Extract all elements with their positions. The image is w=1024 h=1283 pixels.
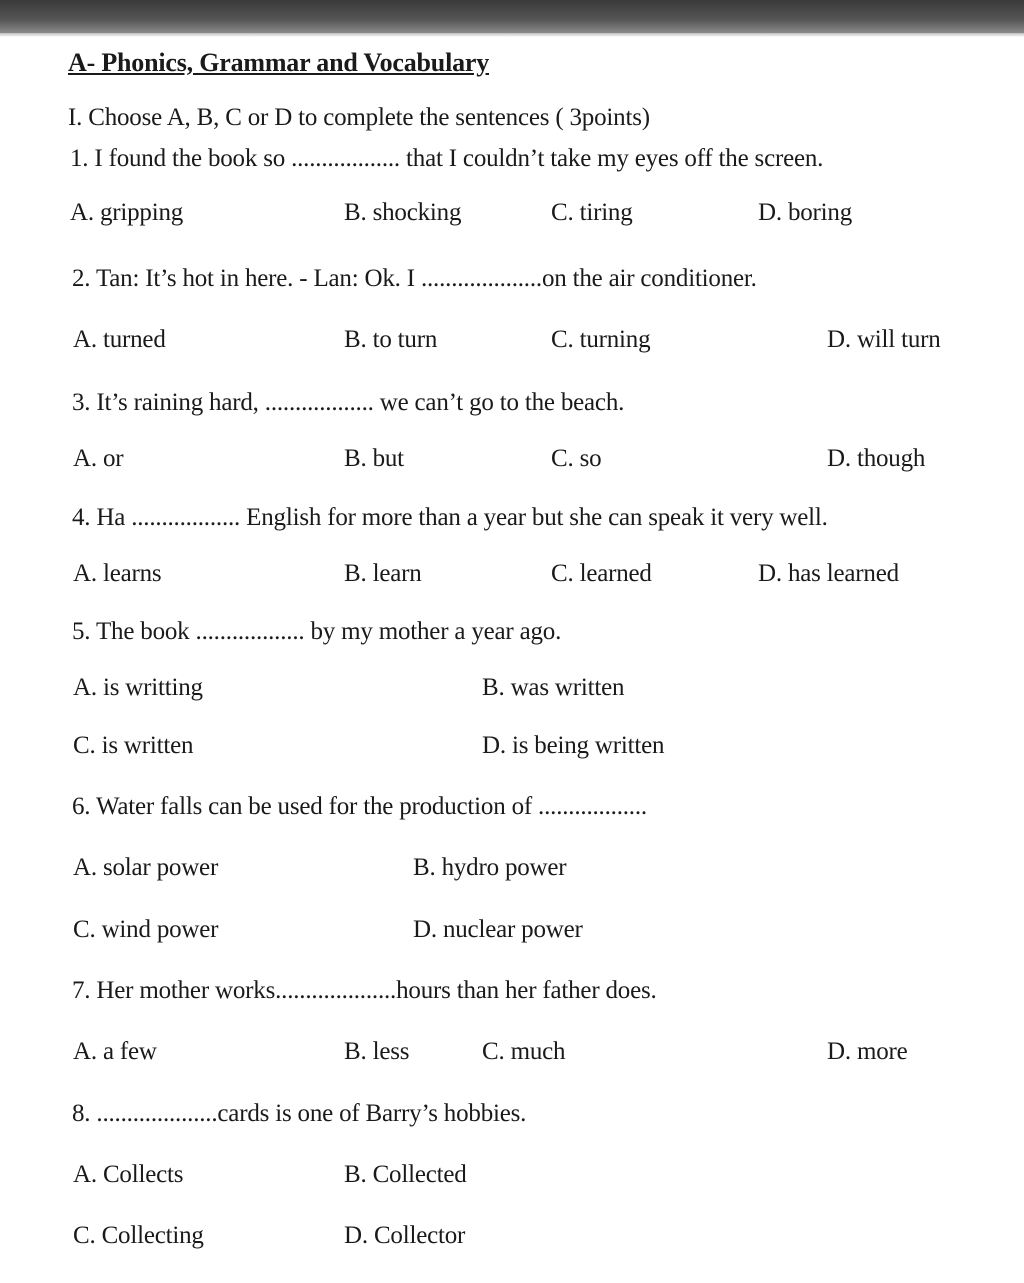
question-7-option-a[interactable]: A. a few — [73, 1038, 157, 1065]
question-2-option-d[interactable]: D. will turn — [827, 326, 941, 353]
question-8-option-a[interactable]: A. Collects — [73, 1161, 184, 1188]
question-1-option-c[interactable]: C. tiring — [551, 199, 633, 226]
question-2-option-c[interactable]: C. turning — [551, 326, 651, 353]
question-1-option-a[interactable]: A. gripping — [70, 199, 184, 226]
question-1-option-d[interactable]: D. boring — [758, 199, 853, 226]
question-7-text: 7. Her mother works....................hours than her father does. — [72, 977, 657, 1004]
question-8-option-b[interactable]: B. Collected — [344, 1161, 467, 1188]
question-2-text: 2. Tan: It’s hot in here. - Lan: Ok. I ....................on the air conditioner. — [72, 265, 757, 292]
question-6-option-c[interactable]: C. wind power — [73, 916, 219, 943]
question-5-text: 5. The book .................. by my mother a year ago. — [72, 618, 562, 645]
question-6-option-d[interactable]: D. nuclear power — [413, 916, 583, 943]
question-3-option-d[interactable]: D. though — [827, 445, 926, 472]
question-4-option-c[interactable]: C. learned — [551, 560, 652, 587]
question-5-option-b[interactable]: B. was written — [482, 674, 625, 701]
top-bar-shadow — [0, 33, 1024, 37]
question-7-option-c[interactable]: C. much — [482, 1038, 566, 1065]
question-3-option-a[interactable]: A. or — [73, 445, 124, 472]
question-6-option-a[interactable]: A. solar power — [73, 854, 219, 881]
question-8-option-c[interactable]: C. Collecting — [73, 1222, 204, 1249]
question-1-text: 1. I found the book so .................. that I couldn’t take my eyes off the screen. — [70, 145, 824, 172]
question-7-option-d[interactable]: D. more — [827, 1038, 908, 1065]
question-8-text: 8. ....................cards is one of Barry’s hobbies. — [72, 1100, 527, 1127]
question-3-option-c[interactable]: C. so — [551, 445, 602, 472]
question-2-option-a[interactable]: A. turned — [73, 326, 166, 353]
question-5-option-d[interactable]: D. is being written — [482, 732, 665, 759]
question-6-text: 6. Water falls can be used for the production of .................. — [72, 793, 647, 820]
question-5-option-a[interactable]: A. is writting — [73, 674, 203, 701]
section-heading: A- Phonics, Grammar and Vocabulary — [68, 48, 490, 77]
question-5-option-c[interactable]: C. is written — [73, 732, 194, 759]
question-8-option-d[interactable]: D. Collector — [344, 1222, 466, 1249]
window-top-bar — [0, 0, 1024, 33]
instruction-text: I. Choose A, B, C or D to complete the sentences ( 3points) — [68, 104, 650, 131]
question-6-option-b[interactable]: B. hydro power — [413, 854, 567, 881]
question-3-text: 3. It’s raining hard, .................. we can’t go to the beach. — [72, 389, 625, 416]
question-4-option-a[interactable]: A. learns — [73, 560, 162, 587]
question-4-option-d[interactable]: D. has learned — [758, 560, 899, 587]
question-2-option-b[interactable]: B. to turn — [344, 326, 438, 353]
question-7-option-b[interactable]: B. less — [344, 1038, 410, 1065]
question-4-text: 4. Ha .................. English for more than a year but she can speak it very well. — [72, 504, 828, 531]
question-4-option-b[interactable]: B. learn — [344, 560, 422, 587]
question-1-option-b[interactable]: B. shocking — [344, 199, 462, 226]
question-3-option-b[interactable]: B. but — [344, 445, 404, 472]
